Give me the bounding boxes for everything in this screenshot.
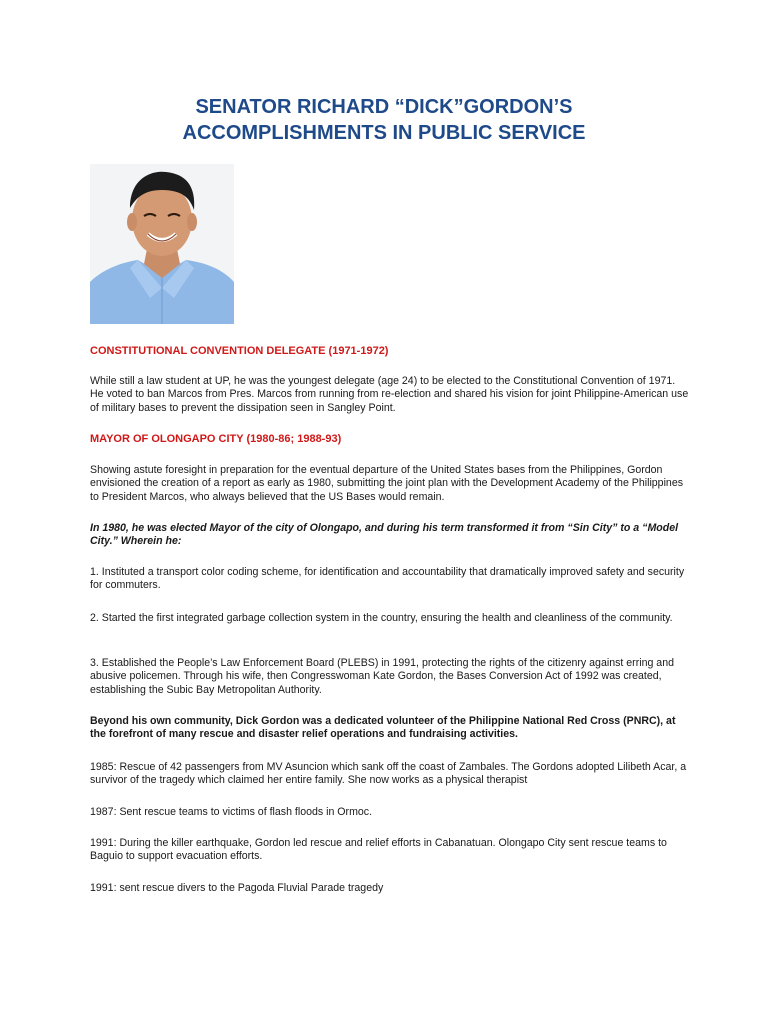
list-item: 1985: Rescue of 42 passengers from MV Asuncion which sank off the coast of Zambales. The Gordons adopted Lilibeth Acar, a survivor of the tragedy which claimed her entire family. She now works as a physical therapist xyxy=(90,761,687,787)
page-title xyxy=(0,94,768,146)
list-item: 1991: During the killer earthquake, Gordon led rescue and relief efforts in Cabanatuan. Olongapo City sent rescue teams to Baguio to support evacuation efforts. xyxy=(90,837,667,863)
list-item: 1987: Sent rescue teams to victims of flash floods in Ormoc. xyxy=(90,806,373,818)
list-item: 3. Established the People’s Law Enforcement Board (PLEBS) in 1991, protecting the rights of the citizenry against erring and abusive policemen. Through his wife, then Congresswoman Kate Gordon, the Bases Conversion Act of 1992 was created, establishing the Subic Bay Metropolitan Authority. xyxy=(90,657,674,696)
title-line-1: SENATOR RICHARD “DICK”GORDON’S xyxy=(195,96,573,118)
portrait-illustration xyxy=(90,164,234,324)
title-line-2: ACCOMPLISHMENTS IN PUBLIC SERVICE xyxy=(182,122,586,144)
list-item: 2. Started the first integrated garbage collection system in the country, ensuring the health and cleanliness of the community. xyxy=(90,612,673,624)
list-item: 1. Instituted a transport color coding scheme, for identification and accountability that dramatically improved safety and security for commuters. xyxy=(90,566,685,592)
section-heading-constitutional-convention: CONSTITUTIONAL CONVENTION DELEGATE (1971-1972) xyxy=(90,345,389,357)
mayor-intro-paragraph: In 1980, he was elected Mayor of the city of Olongapo, and during his term transformed it from “Sin City” to a “Model City.” Wherein he: xyxy=(90,522,679,548)
red-cross-intro-paragraph: Beyond his own community, Dick Gordon was a dedicated volunteer of the Philippine National Red Cross (PNRC), at the forefront of many rescue and disaster relief operations and fundraising activities. xyxy=(90,715,676,741)
portrait-photo xyxy=(90,164,234,324)
constitutional-convention-paragraph: While still a law student at UP, he was the youngest delegate (age 24) to be elected to the Constitutional Convention of 1971. He voted to ban Marcos from Pres. Marcos from running from re-election and shared his vision for joint Philippine-American use of military bases to prevent the dissipation seen in Sangley Point. xyxy=(90,375,689,414)
list-item: 1991: sent rescue divers to the Pagoda Fluvial Parade tragedy xyxy=(90,882,384,894)
section-heading-mayor-olongapo: MAYOR OF OLONGAPO CITY (1980-86; 1988-93) xyxy=(90,433,342,445)
mayor-paragraph: Showing astute foresight in preparation for the eventual departure of the United States bases from the Philippines, Gordon envisioned the creation of a report as early as 1980, submitting the joint plan with the Development Academy of the Philippines to President Marcos, who always believed that the US Bases would remain. xyxy=(90,464,684,503)
